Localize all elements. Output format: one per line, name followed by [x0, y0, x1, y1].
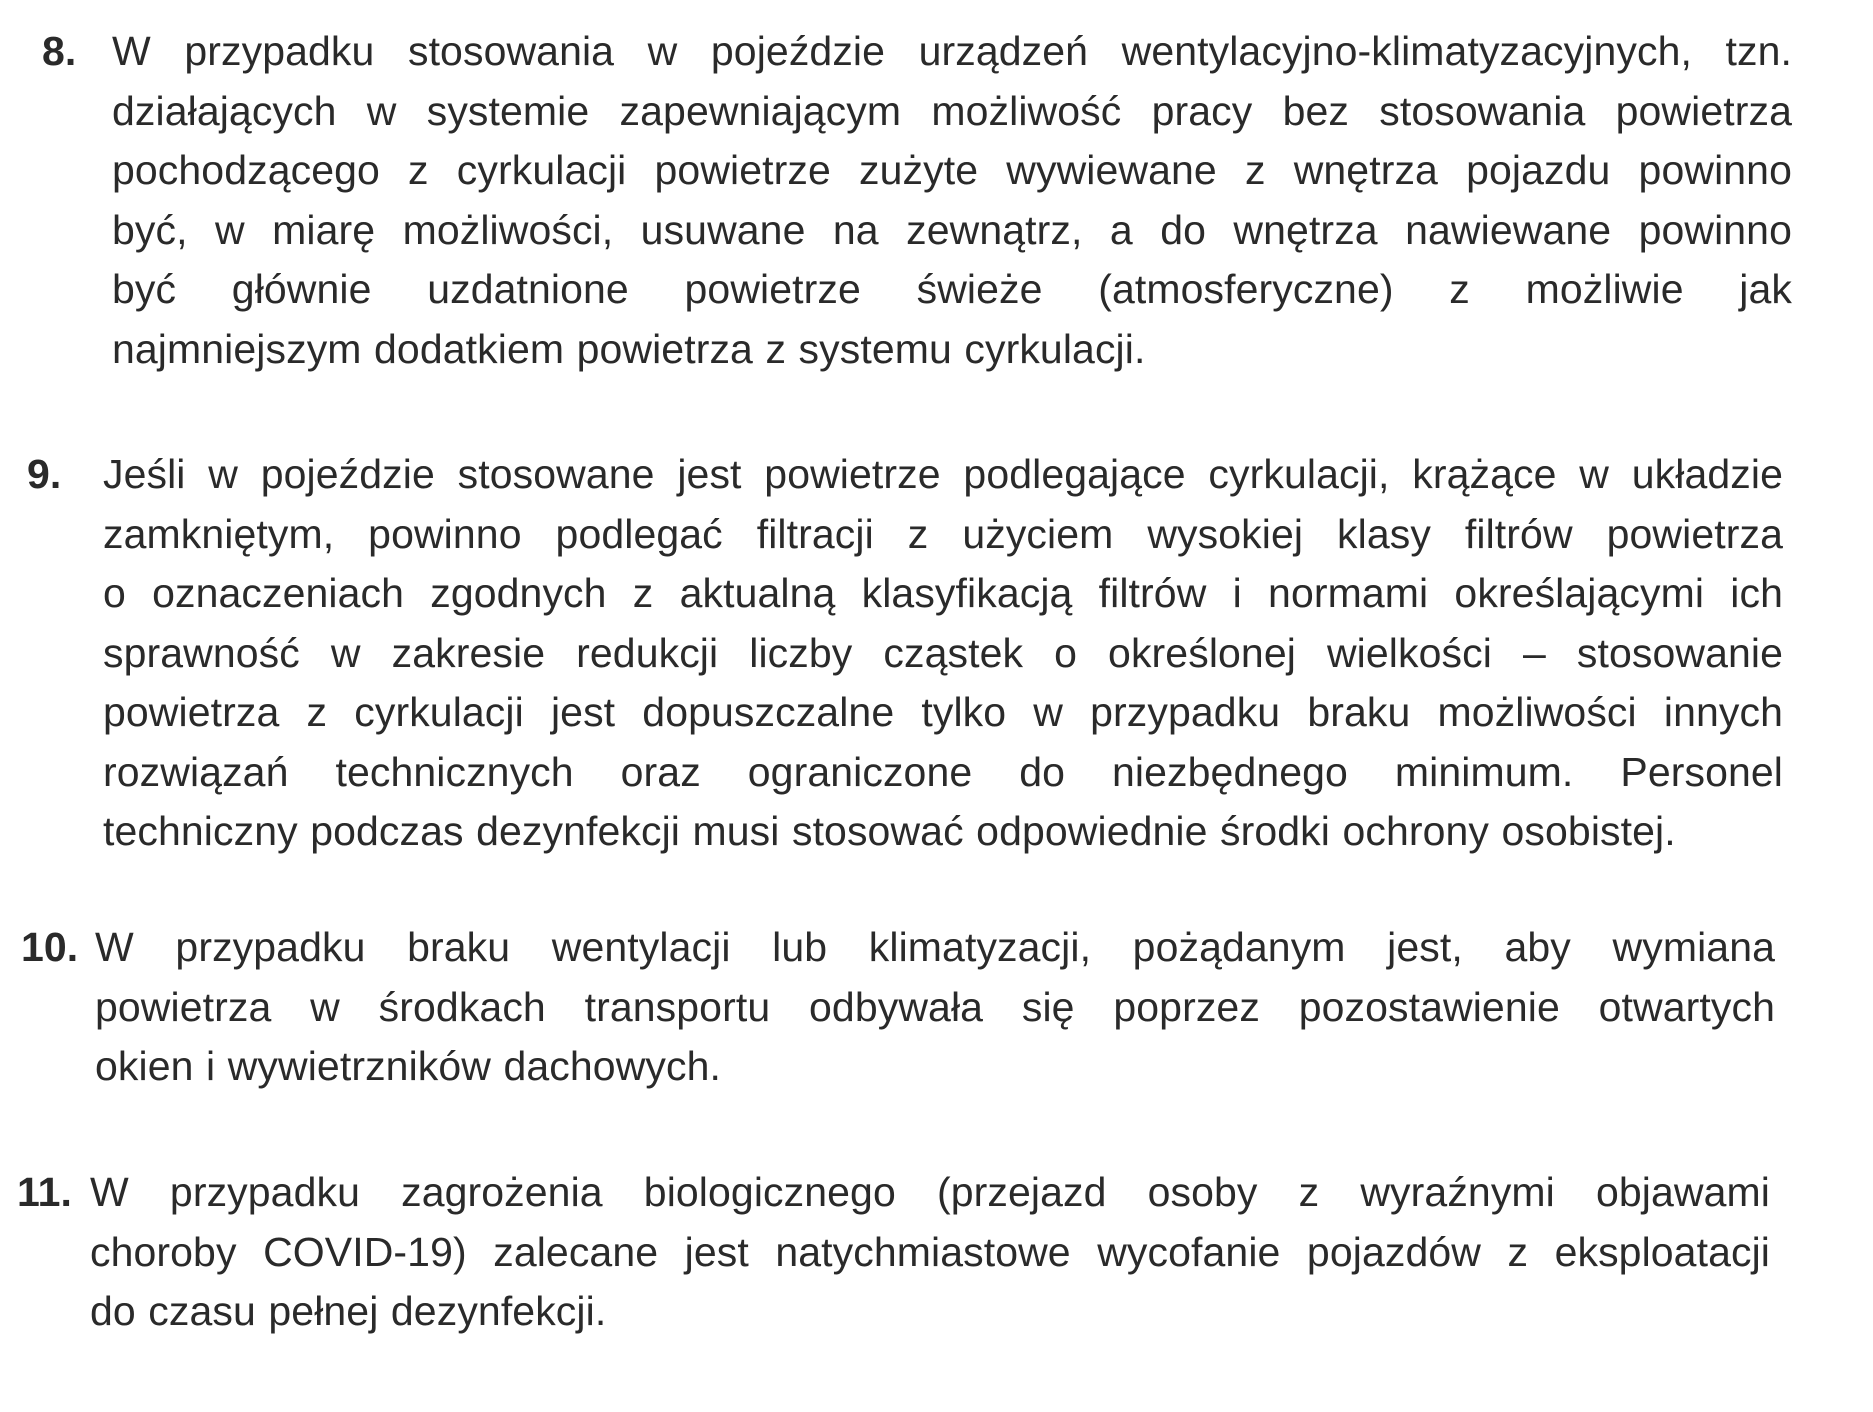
- text-line: do czasu pełnej dezynfekcji.: [90, 1288, 607, 1334]
- text-line: działających w systemie zapewniającym możliwość pracy bez stosowania powietrza: [112, 87, 1792, 134]
- item-number: 11.: [17, 1169, 73, 1215]
- text-line: być, w miarę możliwości, usuwane na zewnątrz, a do wnętrza nawiewane powinno: [112, 206, 1792, 253]
- text-line: techniczny podczas dezynfekcji musi stosować odpowiednie środki ochrony osobistej.: [103, 808, 1676, 854]
- list-item-8: [42, 22, 1792, 379]
- text-line: W przypadku braku wentylacji lub klimatyzacji, pożądanym jest, aby wymiana: [95, 924, 1775, 970]
- text-line: choroby COVID-19) zalecane jest natychmiastowe wycofanie pojazdów z eksploatacji: [90, 1228, 1770, 1275]
- text-line: o oznaczeniach zgodnych z aktualną klasyfikacją filtrów i normami określającymi ich: [103, 570, 1783, 616]
- item-number: 9.: [27, 451, 62, 497]
- text-line: zamkniętym, powinno podlegać filtracji z użyciem wysokiej klasy filtrów powietrza: [103, 510, 1783, 557]
- list-item-10: [21, 918, 1775, 1097]
- list-item-11: [17, 1163, 1770, 1342]
- text-line: pochodzącego z cyrkulacji powietrze zużyte wywiewane z wnętrza pojazdu powinno: [112, 147, 1792, 193]
- item-text: [112, 22, 1792, 379]
- text-line: najmniejszym dodatkiem powietrza z systemu cyrkulacji.: [112, 325, 1146, 372]
- text-line: W przypadku stosowania w pojeździe urządzeń wentylacyjno-klimatyzacyjnych, tzn.: [112, 28, 1792, 74]
- text-line: W przypadku zagrożenia biologicznego (przejazd osoby z wyraźnymi objawami: [90, 1169, 1770, 1215]
- item-number: 8.: [42, 28, 77, 74]
- text-line: powietrza z cyrkulacji jest dopuszczalne tylko w przypadku braku możliwości innych: [103, 689, 1783, 735]
- list-item-9: [27, 445, 1783, 862]
- text-line: powietrza w środkach transportu odbywała się poprzez pozostawienie otwartych: [95, 983, 1775, 1030]
- text-line: Jeśli w pojeździe stosowane jest powietrze podlegające cyrkulacji, krążące w układzie: [103, 451, 1783, 497]
- text-line: sprawność w zakresie redukcji liczby cząstek o określonej wielkości – stosowanie: [103, 629, 1783, 676]
- text-line: być głównie uzdatnione powietrze świeże (atmosferyczne) z możliwie jak: [112, 266, 1792, 312]
- item-number: 10.: [21, 924, 79, 970]
- item-text: [103, 445, 1783, 862]
- item-text: [95, 918, 1775, 1097]
- text-line: okien i wywietrzników dachowych.: [95, 1043, 722, 1089]
- item-text: [90, 1163, 1770, 1342]
- text-line: rozwiązań technicznych oraz ograniczone do niezbędnego minimum. Personel: [103, 748, 1783, 795]
